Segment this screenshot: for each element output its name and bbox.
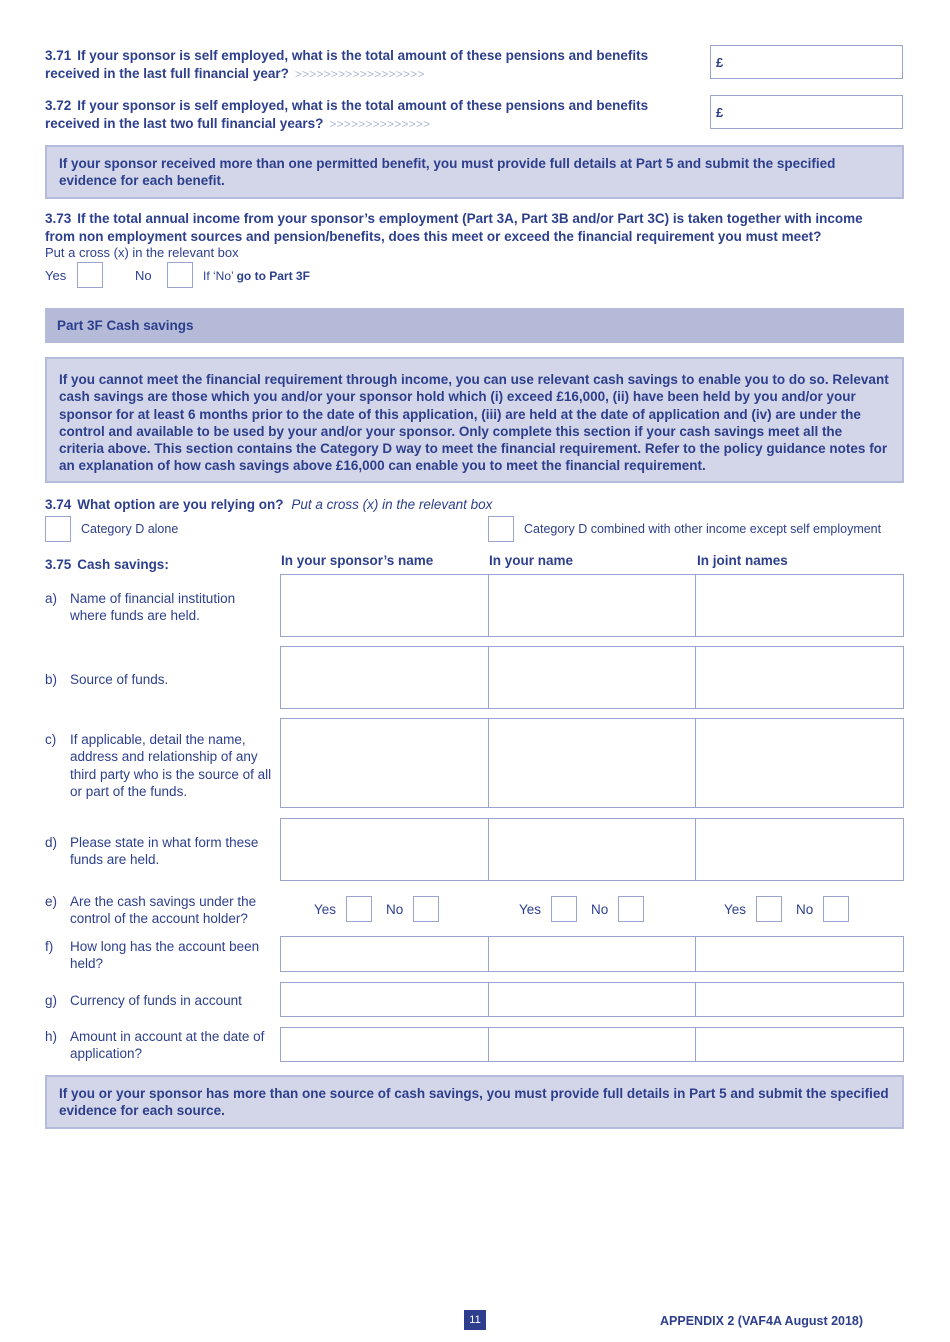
cell-d-joint[interactable]: [695, 818, 904, 881]
cell-g-your-name[interactable]: [488, 982, 696, 1017]
section-header-part-3f: Part 3F Cash savings: [45, 308, 904, 343]
cell-d-sponsor[interactable]: [280, 818, 490, 881]
row-text: If applicable, detail the name, address and relationship of any third party who is the source of all or part of the funds.: [70, 732, 272, 799]
cell-a-joint[interactable]: [695, 574, 904, 637]
yes-label: Yes: [45, 268, 67, 283]
row-letter: b): [45, 672, 58, 687]
column-header-your-name: In your name: [489, 553, 574, 568]
question-text-line2: from non employment sources and pension/benefits, does this meet or exceed the financial requirement you must meet?: [45, 228, 822, 244]
cell-e-your-name-no-checkbox[interactable]: [618, 896, 644, 922]
no-label: No: [591, 902, 609, 917]
question-number: 3.74: [45, 497, 72, 512]
no-label: No: [135, 268, 152, 283]
if-no-label: If ‘No’: [203, 269, 234, 283]
if-no-instruction: [203, 269, 310, 283]
cell-e-sponsor-no-checkbox[interactable]: [413, 896, 439, 922]
row-letter: e): [45, 894, 58, 909]
footer-appendix-label: APPENDIX 2 (VAF4A August 2018): [660, 1314, 864, 1328]
amount-field-3-72[interactable]: [710, 95, 903, 129]
no-label: No: [386, 902, 404, 917]
column-header-sponsor: In your sponsor’s name: [281, 553, 434, 568]
question-3-72: [45, 97, 695, 133]
cell-f-your-name[interactable]: [488, 936, 696, 972]
row-letter: h): [45, 1029, 58, 1044]
row-text: Amount in account at the date of application?: [70, 1029, 265, 1062]
question-text-line1: If your sponsor is self employed, what is the total amount of these pensions and benefits: [77, 98, 649, 113]
go-to-part-3f-link: go to Part 3F: [236, 269, 310, 283]
category-d-alone-checkbox[interactable]: [45, 516, 71, 542]
cell-f-joint[interactable]: [695, 936, 904, 972]
amount-field-3-71[interactable]: [710, 45, 903, 79]
row-text: Please state in what form these funds are held.: [70, 835, 259, 868]
category-d-combined-label: Category D combined with other income except self employment: [524, 522, 882, 536]
yes-checkbox-3-73[interactable]: [77, 262, 103, 288]
cell-c-your-name[interactable]: [488, 718, 696, 808]
row-letter: f): [45, 939, 54, 954]
question-3-75: [45, 556, 169, 574]
column-header-joint: In joint names: [697, 553, 788, 568]
row-letter: c): [45, 732, 57, 747]
question-number: 3.71: [45, 48, 72, 63]
question-text-line1: If the total annual income from your sponsor’s employment (Part 3A, Part 3B and/or Part 3C) is taken together with income: [77, 211, 863, 226]
question-label: Cash savings:: [77, 557, 169, 572]
row-text: Source of funds.: [70, 672, 169, 687]
yes-label: Yes: [314, 902, 337, 917]
cell-g-joint[interactable]: [695, 982, 904, 1017]
question-3-74: [45, 496, 492, 514]
cell-f-sponsor[interactable]: [280, 936, 490, 972]
cell-d-your-name[interactable]: [488, 818, 696, 881]
row-text: Are the cash savings under the control of the account holder?: [70, 894, 257, 927]
question-label: What option are you relying on?: [77, 497, 284, 512]
yes-label: Yes: [519, 902, 542, 917]
cell-h-sponsor[interactable]: [280, 1027, 490, 1062]
question-3-73: [45, 210, 915, 245]
pound-sign: £: [716, 105, 724, 120]
row-text: How long has the account been held?: [70, 939, 260, 972]
cell-a-your-name[interactable]: [488, 574, 696, 637]
cell-b-your-name[interactable]: [488, 646, 696, 709]
cell-g-sponsor[interactable]: [280, 982, 490, 1017]
cell-b-joint[interactable]: [695, 646, 904, 709]
cell-e-your-name-yes-checkbox[interactable]: [551, 896, 577, 922]
arrow-leader: >>>>>>>>>>>>>>: [329, 116, 431, 131]
question-text-line1: If your sponsor is self employed, what is the total amount of these pensions and benefits: [77, 48, 649, 63]
cell-h-joint[interactable]: [695, 1027, 904, 1062]
page-number: 11: [464, 1310, 486, 1330]
instruction-text: Put a cross (x) in the relevant box: [45, 245, 239, 260]
question-text-line2: received in the last full financial year?: [45, 65, 289, 81]
question-number: 3.73: [45, 211, 72, 226]
arrow-leader: >>>>>>>>>>>>>>>>>>: [294, 66, 425, 81]
instruction-text: Put a cross (x) in the relevant box: [291, 497, 493, 512]
cell-c-joint[interactable]: [695, 718, 904, 808]
question-number: 3.72: [45, 98, 72, 113]
question-3-71: [45, 47, 695, 83]
row-text: Currency of funds in account: [70, 993, 242, 1008]
cell-c-sponsor[interactable]: [280, 718, 490, 808]
category-d-alone-label: Category D alone: [81, 522, 179, 536]
notice-permitted-benefit: If your sponsor received more than one permitted benefit, you must provide full details at Part 5 and submit the specified evidence for each benefit.: [45, 145, 904, 199]
notice-multiple-sources: If you or your sponsor has more than one source of cash savings, you must provide full details in Part 5 and submit the specified evidence for each source.: [45, 1075, 904, 1129]
row-letter: d): [45, 835, 58, 850]
pound-sign: £: [716, 55, 724, 70]
question-text-line2: received in the last two full financial years?: [45, 115, 324, 131]
cell-a-sponsor[interactable]: [280, 574, 490, 637]
notice-cash-savings: If you cannot meet the financial requirement through income, you can use relevant cash savings to enable you to do so. Relevant cash savings are those which you and/or your sponsor hold which (i) exceed £16,000, (ii) have been held by you and/or your sponsor for at least 6 months prior to the date of this application, (iii) are held at the date of application and (iv) are under the control and available to be used by your and/or your sponsor. Only complete this section if your cash savings meet all the criteria above. This section contains the Category D way to meet the financial requirement. Refer to the policy guidance notes for an explanation of how cash savings above £16,000 can enable you to meet the financial requirement.: [45, 357, 904, 483]
row-letter: g): [45, 993, 58, 1008]
no-checkbox-3-73[interactable]: [167, 262, 193, 288]
no-label: No: [796, 902, 814, 917]
yes-label: Yes: [724, 902, 747, 917]
cell-h-your-name[interactable]: [488, 1027, 696, 1062]
row-text: Name of financial institution where funds are held.: [70, 591, 236, 624]
cell-b-sponsor[interactable]: [280, 646, 490, 709]
cell-e-joint-yes-checkbox[interactable]: [756, 896, 782, 922]
question-number: 3.75: [45, 557, 72, 572]
row-letter: a): [45, 591, 58, 606]
cell-e-sponsor-yes-checkbox[interactable]: [346, 896, 372, 922]
category-d-combined-checkbox[interactable]: [488, 516, 514, 542]
cell-e-joint-no-checkbox[interactable]: [823, 896, 849, 922]
